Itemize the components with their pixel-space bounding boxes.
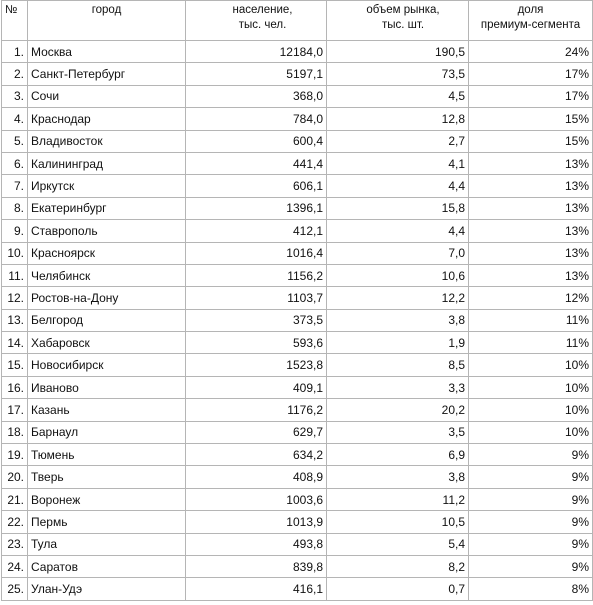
cell-city: Владивосток <box>28 130 186 152</box>
cell-num: 14. <box>2 332 28 354</box>
cell-num: 12. <box>2 287 28 309</box>
cell-share: 12% <box>469 287 593 309</box>
cell-market: 2,7 <box>327 130 469 152</box>
cell-share: 9% <box>469 466 593 488</box>
cell-share: 11% <box>469 332 593 354</box>
cell-market: 10,6 <box>327 264 469 286</box>
table-row <box>2 85 593 107</box>
cell-num: 11. <box>2 264 28 286</box>
header-share-line-2: премиум-сегмента <box>480 19 581 31</box>
cell-market: 11,2 <box>327 488 469 510</box>
cell-population: 600,4 <box>186 130 327 152</box>
cell-num: 21. <box>2 488 28 510</box>
cell-share: 11% <box>469 309 593 331</box>
cell-city: Краснодар <box>28 108 186 130</box>
cell-city: Хабаровск <box>28 332 186 354</box>
table-row <box>2 511 593 533</box>
cell-share: 10% <box>469 376 593 398</box>
table-row <box>2 130 593 152</box>
table-row <box>2 354 593 376</box>
cell-num: 2. <box>2 63 28 85</box>
cell-share: 9% <box>469 444 593 466</box>
table-row <box>2 63 593 85</box>
cell-share: 15% <box>469 130 593 152</box>
header-num: № <box>2 1 28 41</box>
header-population-line-2: тыс. чел. <box>238 19 287 31</box>
cell-population: 1013,9 <box>186 511 327 533</box>
table-row <box>2 175 593 197</box>
cell-city: Тверь <box>28 466 186 488</box>
cell-market: 3,3 <box>327 376 469 398</box>
table-row <box>2 152 593 174</box>
cell-share: 13% <box>469 242 593 264</box>
cell-market: 3,5 <box>327 421 469 443</box>
cell-share: 17% <box>469 63 593 85</box>
cell-market: 5,4 <box>327 533 469 555</box>
cell-population: 593,6 <box>186 332 327 354</box>
cell-num: 16. <box>2 376 28 398</box>
cities-table <box>1 0 593 601</box>
cell-population: 1016,4 <box>186 242 327 264</box>
cell-share: 10% <box>469 354 593 376</box>
cell-population: 606,1 <box>186 175 327 197</box>
header-market-line-2: тыс. шт. <box>381 19 425 31</box>
header-population <box>186 1 327 41</box>
cell-market: 0,7 <box>327 578 469 600</box>
cell-num: 19. <box>2 444 28 466</box>
cell-city: Воронеж <box>28 488 186 510</box>
cell-share: 10% <box>469 421 593 443</box>
cell-market: 15,8 <box>327 197 469 219</box>
cell-population: 634,2 <box>186 444 327 466</box>
cell-share: 17% <box>469 85 593 107</box>
cell-num: 4. <box>2 108 28 130</box>
cell-num: 17. <box>2 399 28 421</box>
cell-num: 1. <box>2 41 28 63</box>
table-row <box>2 264 593 286</box>
header-city: город <box>28 1 186 41</box>
cell-city: Тула <box>28 533 186 555</box>
cell-population: 409,1 <box>186 376 327 398</box>
cell-num: 22. <box>2 511 28 533</box>
cell-market: 7,0 <box>327 242 469 264</box>
table-header <box>2 1 593 41</box>
cell-share: 9% <box>469 533 593 555</box>
header-share-line-1: доля <box>517 4 544 16</box>
cell-population: 629,7 <box>186 421 327 443</box>
cell-city: Казань <box>28 399 186 421</box>
cell-num: 25. <box>2 578 28 600</box>
cell-num: 9. <box>2 220 28 242</box>
table-body <box>2 41 593 601</box>
table-row <box>2 444 593 466</box>
cell-share: 13% <box>469 152 593 174</box>
cell-market: 4,5 <box>327 85 469 107</box>
table-row <box>2 533 593 555</box>
cell-population: 1156,2 <box>186 264 327 286</box>
cell-market: 6,9 <box>327 444 469 466</box>
cell-market: 12,2 <box>327 287 469 309</box>
header-row <box>2 1 593 41</box>
table-row <box>2 287 593 309</box>
cell-population: 1396,1 <box>186 197 327 219</box>
cell-city: Ростов-на-Дону <box>28 287 186 309</box>
table-row <box>2 220 593 242</box>
cell-city: Белгород <box>28 309 186 331</box>
table-row <box>2 488 593 510</box>
cell-city: Улан-Удэ <box>28 578 186 600</box>
table-row <box>2 466 593 488</box>
table-row <box>2 421 593 443</box>
cell-market: 3,8 <box>327 466 469 488</box>
cell-num: 3. <box>2 85 28 107</box>
table-row <box>2 399 593 421</box>
table-row <box>2 41 593 63</box>
cell-market: 3,8 <box>327 309 469 331</box>
cell-share: 9% <box>469 555 593 577</box>
cell-num: 10. <box>2 242 28 264</box>
cell-population: 416,1 <box>186 578 327 600</box>
cell-share: 13% <box>469 220 593 242</box>
cell-num: 24. <box>2 555 28 577</box>
cell-city: Екатеринбург <box>28 197 186 219</box>
cell-population: 12184,0 <box>186 41 327 63</box>
table-row <box>2 555 593 577</box>
header-market <box>327 1 469 41</box>
cell-num: 18. <box>2 421 28 443</box>
cell-share: 8% <box>469 578 593 600</box>
cell-share: 9% <box>469 488 593 510</box>
cell-city: Барнаул <box>28 421 186 443</box>
cell-population: 1003,6 <box>186 488 327 510</box>
cell-population: 1103,7 <box>186 287 327 309</box>
cell-market: 10,5 <box>327 511 469 533</box>
cell-city: Иркутск <box>28 175 186 197</box>
cell-share: 13% <box>469 264 593 286</box>
cell-num: 6. <box>2 152 28 174</box>
cell-num: 20. <box>2 466 28 488</box>
header-share <box>469 1 593 41</box>
cell-share: 13% <box>469 175 593 197</box>
cell-population: 839,8 <box>186 555 327 577</box>
table-row <box>2 578 593 600</box>
cell-share: 9% <box>469 511 593 533</box>
cell-city: Новосибирск <box>28 354 186 376</box>
cell-city: Москва <box>28 41 186 63</box>
table-row <box>2 108 593 130</box>
cell-num: 7. <box>2 175 28 197</box>
cell-market: 8,2 <box>327 555 469 577</box>
cell-population: 784,0 <box>186 108 327 130</box>
cell-city: Санкт-Петербург <box>28 63 186 85</box>
cell-market: 4,4 <box>327 220 469 242</box>
cell-population: 441,4 <box>186 152 327 174</box>
cell-population: 408,9 <box>186 466 327 488</box>
cell-share: 10% <box>469 399 593 421</box>
table-row <box>2 242 593 264</box>
cell-population: 412,1 <box>186 220 327 242</box>
cell-city: Пермь <box>28 511 186 533</box>
cell-market: 20,2 <box>327 399 469 421</box>
cell-share: 13% <box>469 197 593 219</box>
cell-share: 24% <box>469 41 593 63</box>
table-row <box>2 376 593 398</box>
cell-market: 1,9 <box>327 332 469 354</box>
cell-city: Красноярск <box>28 242 186 264</box>
cell-market: 4,4 <box>327 175 469 197</box>
cell-num: 5. <box>2 130 28 152</box>
table-row <box>2 332 593 354</box>
cell-city: Ставрополь <box>28 220 186 242</box>
cell-population: 1523,8 <box>186 354 327 376</box>
cell-city: Калининград <box>28 152 186 174</box>
cell-population: 5197,1 <box>186 63 327 85</box>
cell-city: Сочи <box>28 85 186 107</box>
cell-share: 15% <box>469 108 593 130</box>
cell-city: Челябинск <box>28 264 186 286</box>
header-population-line-1: население, <box>232 4 293 16</box>
cell-market: 190,5 <box>327 41 469 63</box>
cell-city: Иваново <box>28 376 186 398</box>
table-row <box>2 197 593 219</box>
cell-num: 23. <box>2 533 28 555</box>
cell-num: 13. <box>2 309 28 331</box>
cell-population: 493,8 <box>186 533 327 555</box>
cell-city: Саратов <box>28 555 186 577</box>
cell-market: 73,5 <box>327 63 469 85</box>
cell-num: 8. <box>2 197 28 219</box>
cell-market: 4,1 <box>327 152 469 174</box>
cell-population: 1176,2 <box>186 399 327 421</box>
cell-population: 368,0 <box>186 85 327 107</box>
cell-market: 8,5 <box>327 354 469 376</box>
table-row <box>2 309 593 331</box>
cell-market: 12,8 <box>327 108 469 130</box>
cell-population: 373,5 <box>186 309 327 331</box>
cell-num: 15. <box>2 354 28 376</box>
cell-city: Тюмень <box>28 444 186 466</box>
header-market-line-1: объем рынка, <box>366 4 440 16</box>
